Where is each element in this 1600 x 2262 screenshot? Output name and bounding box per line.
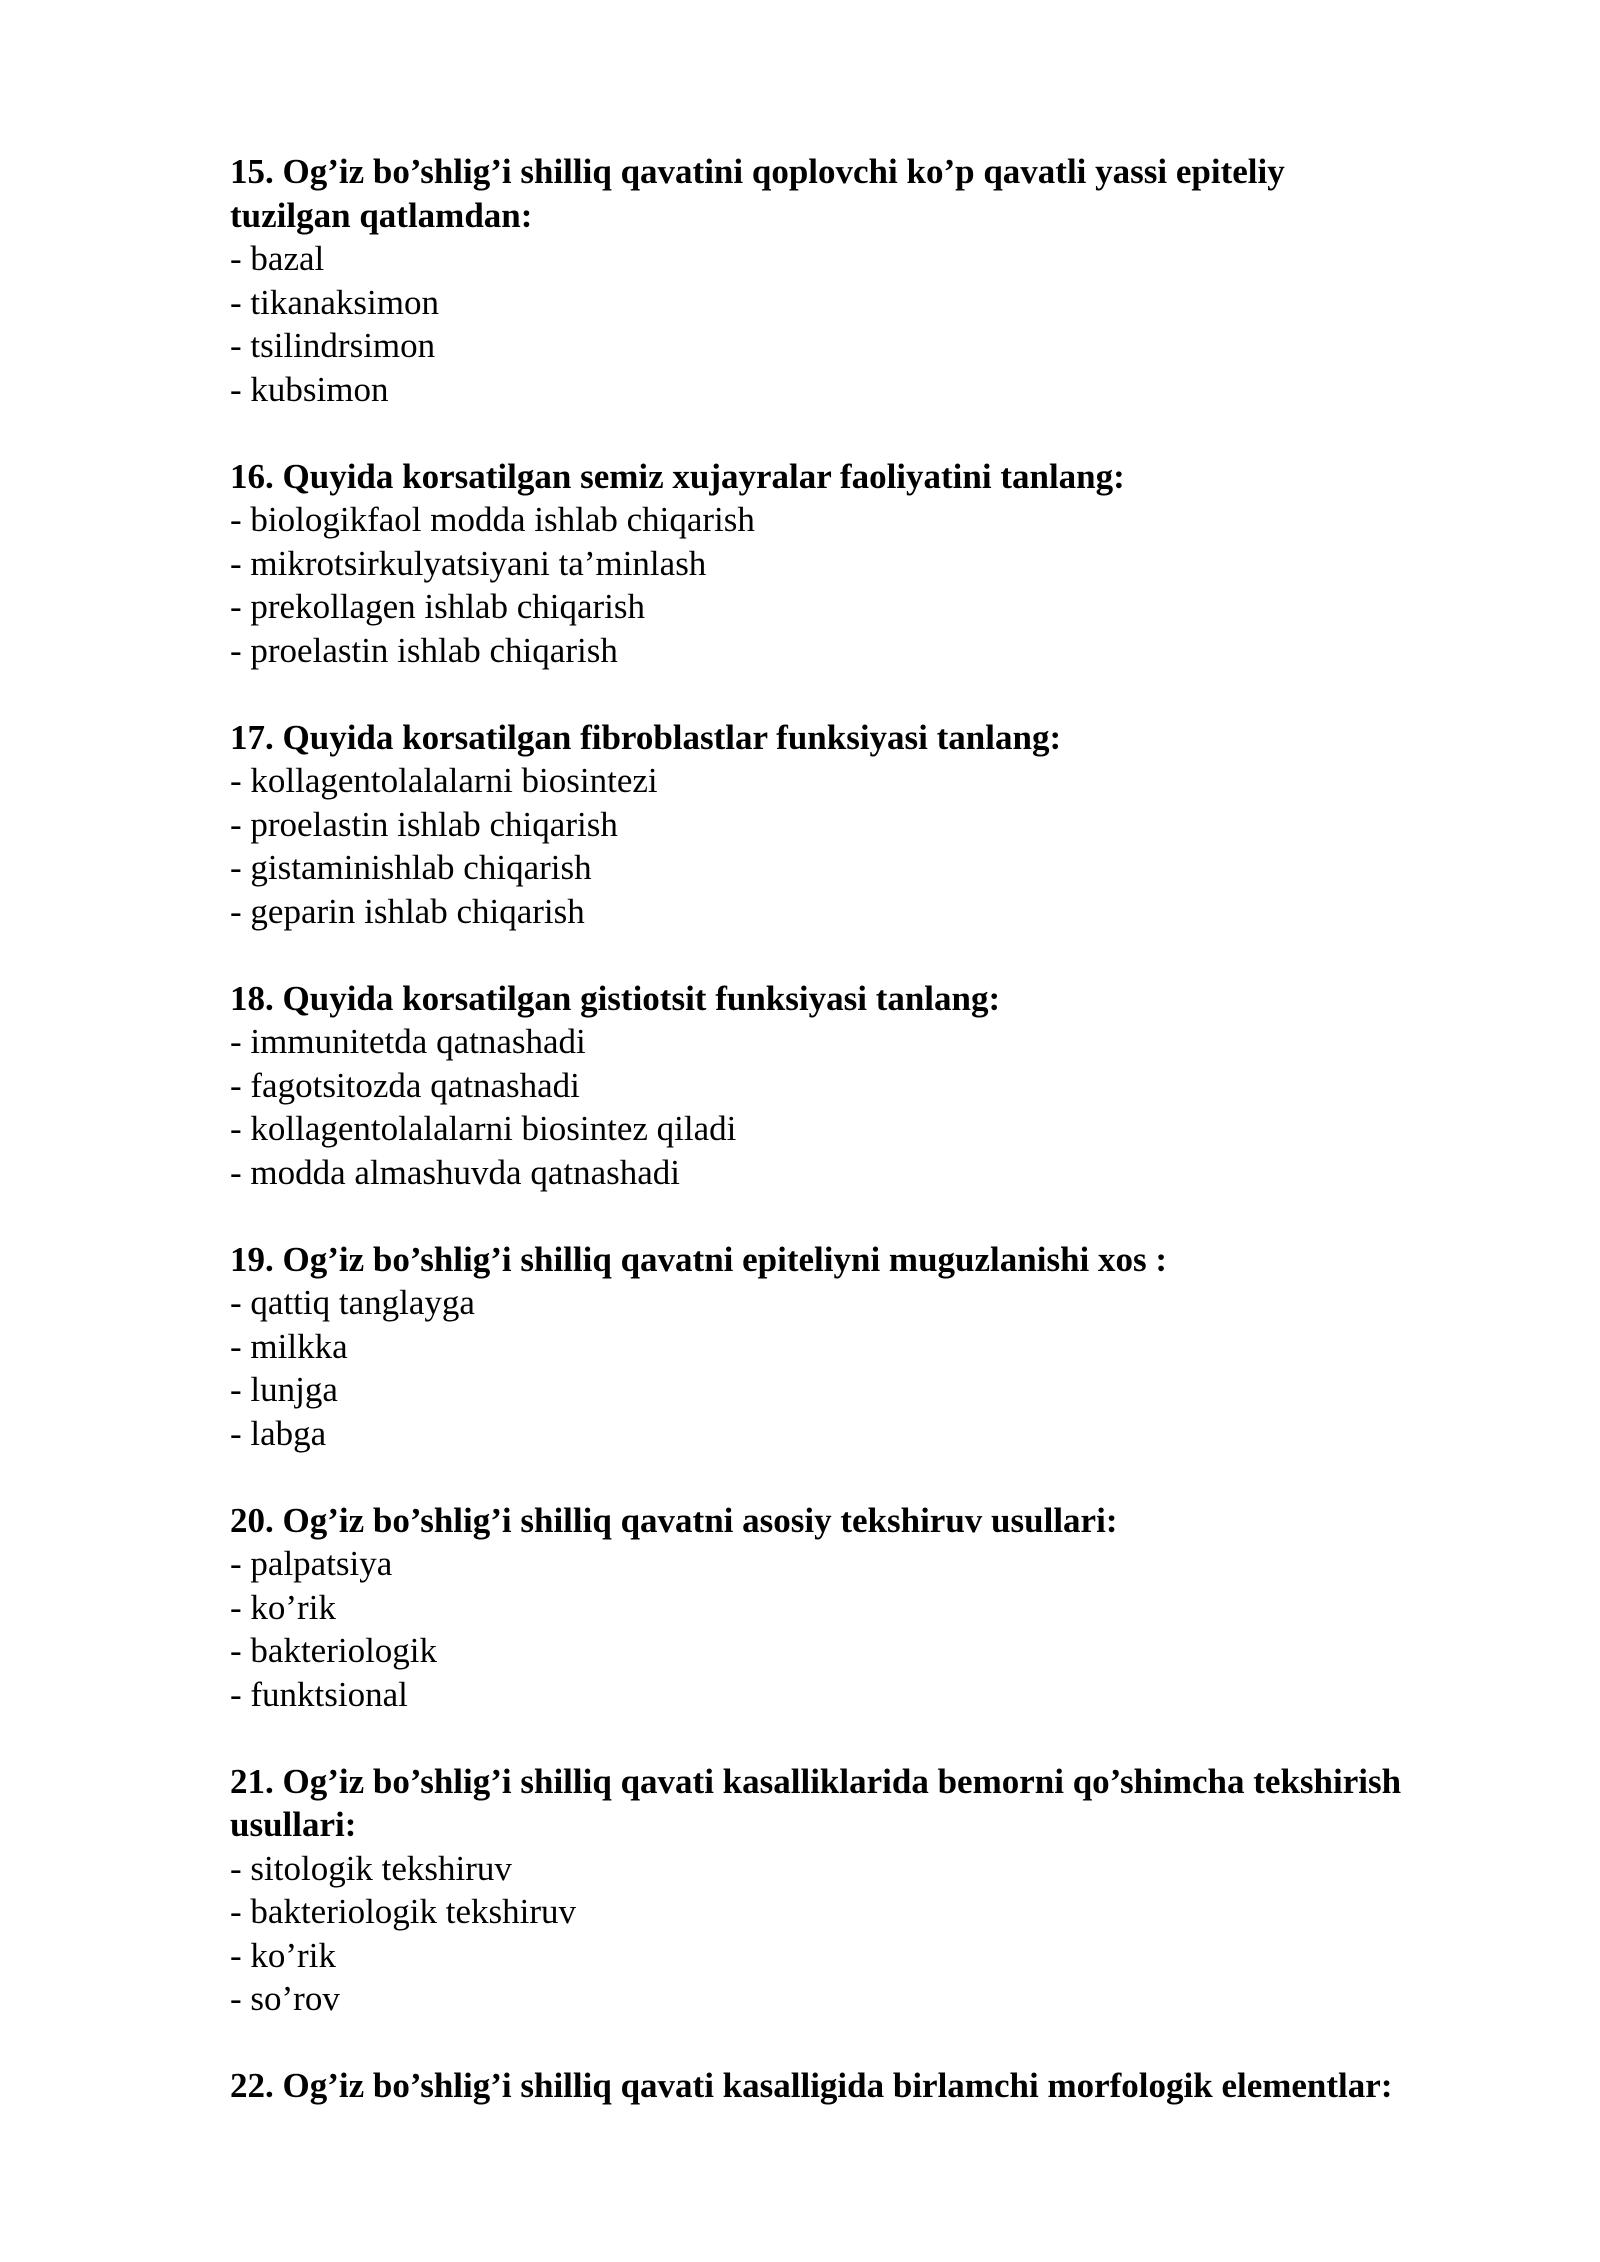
option: - gistaminishlab chiqarish [230, 848, 592, 887]
option: - proelastin ishlab chiqarish [230, 630, 618, 670]
option: - milkka [230, 1326, 348, 1366]
option: - bazal [230, 239, 325, 278]
option: - prekollagen ishlab chiqarish [230, 587, 646, 626]
option: - bakteriologik [230, 1631, 438, 1670]
option: - labga [230, 1413, 327, 1453]
question-20 [230, 1499, 1530, 1717]
options-list [230, 1847, 1530, 2021]
question-title: 16. Quyida korsatilgan semiz xujayralar faoliyatini tanlang: [230, 456, 1125, 496]
question-title: 17. Quyida korsatilgan fibroblastlar funksiyasi tanlang: [230, 717, 1062, 757]
question-title: 20. Og’iz bo’shlig’i shilliq qavatni asosiy tekshiruv usullari: [230, 1500, 1118, 1540]
options-list [230, 498, 1530, 672]
option: - lunjga [230, 1370, 338, 1409]
option: - funktsional [230, 1674, 408, 1714]
question-19 [230, 1238, 1530, 1456]
option: - fagotsitozda qatnashadi [230, 1065, 580, 1105]
question-title: 22. Og’iz bo’shlig’i shilliq qavati kasalligida birlamchi morfologik elementlar: [230, 2066, 1393, 2105]
question-22 [230, 2064, 1530, 2108]
options-list [230, 237, 1530, 411]
option: - kubsimon [230, 369, 389, 409]
options-list [230, 1281, 1530, 1455]
question-21 [230, 1760, 1530, 2021]
option: - so’rov [230, 1979, 340, 2018]
option: - palpatsiya [230, 1544, 393, 1583]
option: - sitologik tekshiruv [230, 1848, 512, 1888]
option: - mikrotsirkulyatsiyani ta’minlash [230, 543, 707, 583]
option: - immunitetda qatnashadi [230, 1022, 586, 1061]
options-list [230, 1020, 1530, 1194]
option: - kollagentolalalarni biosintez qiladi [230, 1109, 737, 1148]
document-page [230, 150, 1530, 2151]
option: - modda almashuvda qatnashadi [230, 1152, 681, 1192]
question-title: 21. Og’iz bo’shlig’i shilliq qavati kasalliklarida bemorni qo’shimcha tekshirish usullari: [230, 1761, 1402, 1844]
option: - ko’rik [230, 1935, 336, 1975]
option: - kollagentolalalarni biosintezi [230, 761, 658, 800]
question-17 [230, 716, 1530, 934]
question-18 [230, 977, 1530, 1195]
option: - ko’rik [230, 1587, 336, 1627]
option: - biologikfaol modda ishlab chiqarish [230, 500, 755, 539]
question-title: 18. Quyida korsatilgan gistiotsit funksiyasi tanlang: [230, 978, 1001, 1018]
options-list [230, 1542, 1530, 1716]
question-title: 15. Og’iz bo’shlig’i shilliq qavatini qoplovchi ko’p qavatli yassi epiteliy tuzilgan qatlamdan: [230, 152, 1285, 235]
option: - bakteriologik tekshiruv [230, 1892, 577, 1931]
option: - tsilindrsimon [230, 326, 436, 365]
question-title: 19. Og’iz bo’shlig’i shilliq qavatni epiteliyni muguzlanishi xos : [230, 1239, 1168, 1279]
option: - geparin ishlab chiqarish [230, 891, 585, 931]
question-16 [230, 455, 1530, 673]
option: - proelastin ishlab chiqarish [230, 804, 618, 844]
question-15 [230, 150, 1530, 411]
options-list [230, 759, 1530, 933]
option: - tikanaksimon [230, 282, 439, 322]
option: - qattiq tanglayga [230, 1283, 475, 1322]
